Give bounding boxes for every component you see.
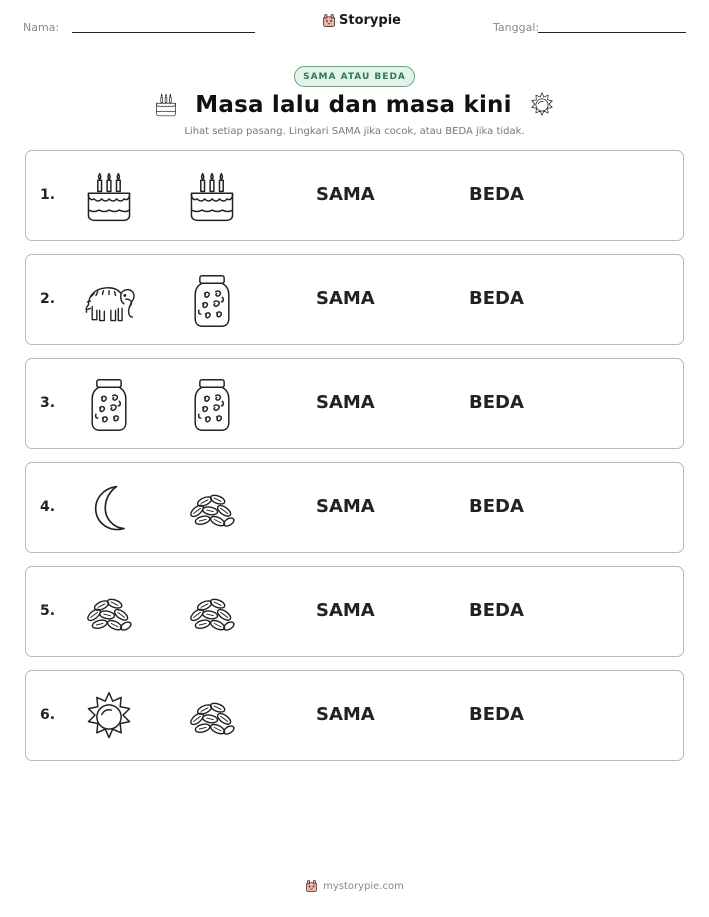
question-row-3 (25, 358, 684, 449)
brand-name: Storypie (339, 13, 401, 28)
question-row-4 (25, 462, 684, 553)
jar-icon (184, 273, 240, 329)
question-row-6 (25, 670, 684, 761)
cake-icon (81, 169, 137, 225)
category-badge: SAMA ATAU BEDA (294, 66, 415, 87)
jar-icon (184, 377, 240, 433)
question-row-5 (25, 566, 684, 657)
option-different[interactable]: BEDA (469, 288, 524, 309)
worksheet-header (0, 0, 709, 50)
option-same[interactable]: SAMA (316, 600, 375, 621)
storypie-mascot-icon (322, 14, 336, 28)
seeds-icon (184, 481, 240, 537)
question-number: 1. (40, 187, 56, 203)
option-different[interactable]: BEDA (469, 600, 524, 621)
question-number: 6. (40, 707, 56, 723)
seeds-icon (81, 585, 137, 641)
question-number: 2. (40, 291, 56, 307)
page-title: Masa lalu dan masa kini (195, 92, 512, 118)
title-row (0, 91, 709, 119)
name-field-line[interactable] (72, 32, 255, 33)
question-number: 4. (40, 499, 56, 515)
cake-icon (153, 92, 179, 118)
sun-icon (528, 91, 556, 119)
date-field-line[interactable] (538, 32, 686, 33)
seeds-icon (184, 585, 240, 641)
question-row-2 (25, 254, 684, 345)
option-same[interactable]: SAMA (316, 704, 375, 725)
option-different[interactable]: BEDA (469, 392, 524, 413)
jar-icon (81, 377, 137, 433)
instruction-text: Lihat setiap pasang. Lingkari SAMA jika cocok, atau BEDA jika tidak. (184, 126, 525, 137)
question-number: 5. (40, 603, 56, 619)
question-row-1 (25, 150, 684, 241)
sun-icon (81, 689, 137, 745)
option-different[interactable]: BEDA (469, 496, 524, 517)
option-same[interactable]: SAMA (316, 184, 375, 205)
option-same[interactable]: SAMA (316, 392, 375, 413)
date-label: Tanggal: (493, 21, 540, 34)
option-different[interactable]: BEDA (469, 704, 524, 725)
mammoth-icon (81, 273, 137, 329)
storypie-mascot-icon (305, 880, 318, 893)
footer-url[interactable]: mystorypie.com (323, 881, 404, 892)
option-different[interactable]: BEDA (469, 184, 524, 205)
page-footer (0, 880, 709, 893)
question-number: 3. (40, 395, 56, 411)
seeds-icon (184, 689, 240, 745)
option-same[interactable]: SAMA (316, 288, 375, 309)
option-same[interactable]: SAMA (316, 496, 375, 517)
brand-logo (322, 13, 401, 28)
name-label: Nama: (23, 21, 60, 34)
cake-icon (184, 169, 240, 225)
moon-icon (81, 481, 137, 537)
